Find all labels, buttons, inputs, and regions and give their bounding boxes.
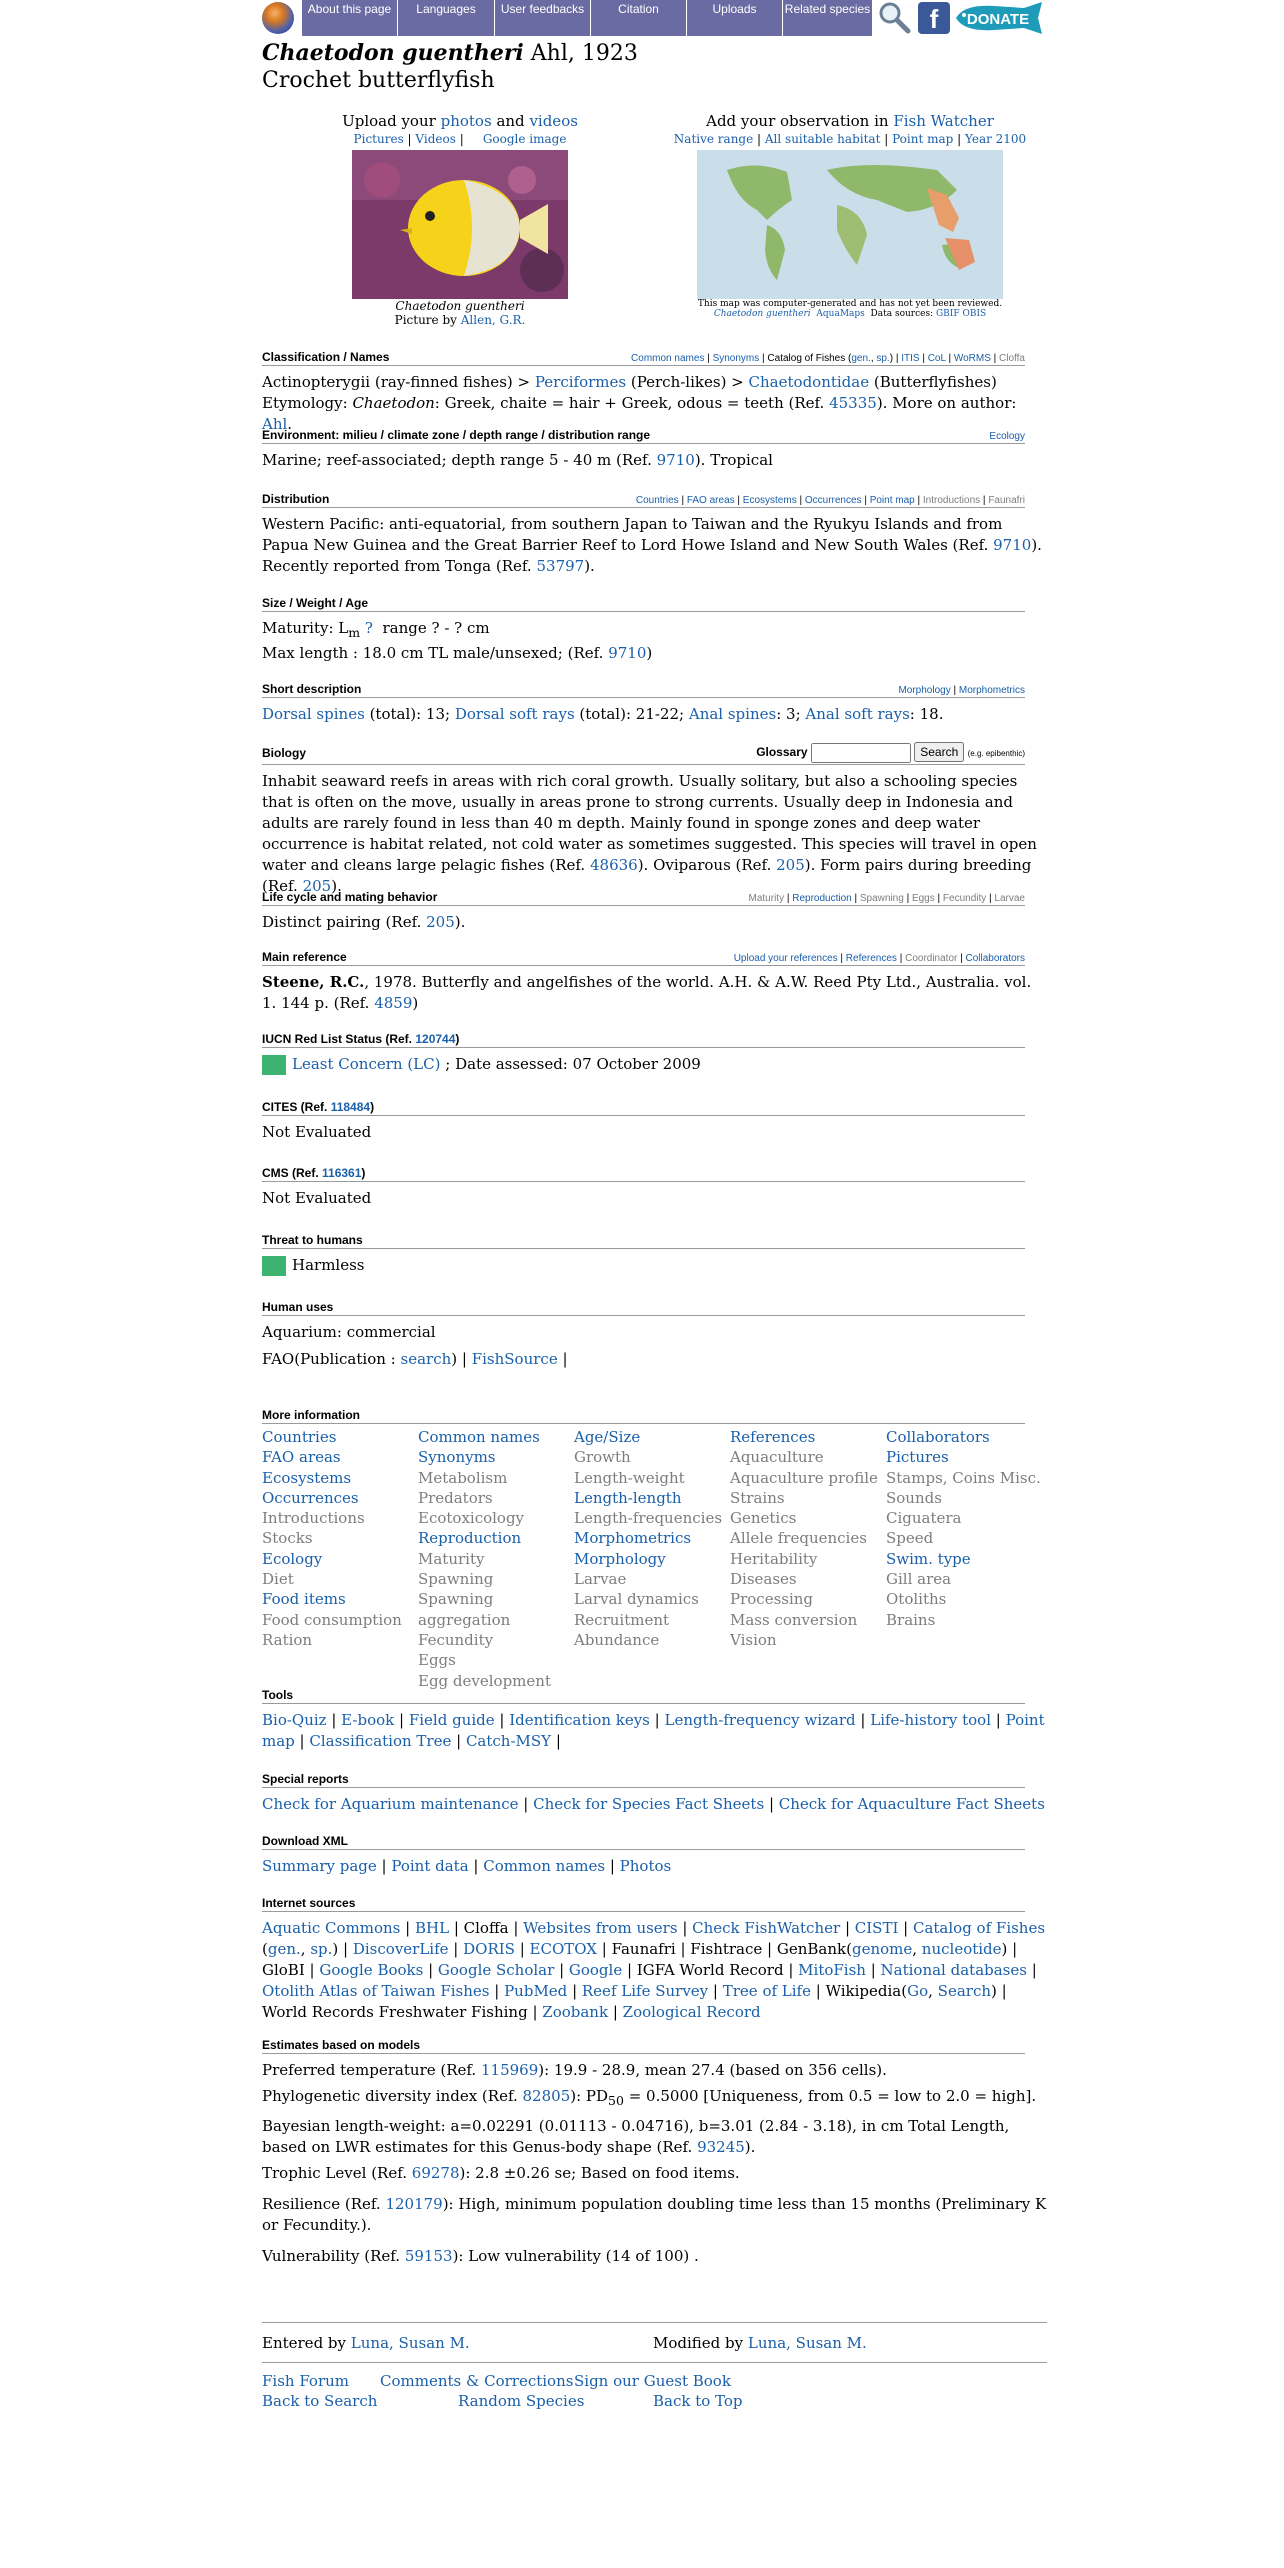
- more-info-references[interactable]: References: [730, 1428, 816, 1446]
- catch-msy-link[interactable]: Catch-MSY: [465, 1732, 552, 1750]
- comments-link[interactable]: Comments & Corrections: [380, 2372, 574, 2390]
- troph-ref-link[interactable]: 69278: [411, 2164, 460, 2182]
- identification-keys-link[interactable]: Identification keys: [509, 1711, 650, 1729]
- ecology-link[interactable]: Ecology: [989, 431, 1025, 442]
- author-link[interactable]: Ahl: [262, 415, 288, 433]
- more-info-column: [730, 1427, 886, 1691]
- special-reports-list: Check for Aquarium maintenance | Check for Species Fact Sheets | Check for Aquaculture Fact Sheets: [262, 1795, 1045, 1813]
- more-info-length-length[interactable]: Length-length: [574, 1488, 682, 1507]
- glossary-search-button[interactable]: Search: [914, 742, 964, 762]
- life-history-tool-link[interactable]: Life-history tool: [870, 1711, 992, 1729]
- more-info-occurrences[interactable]: Occurrences: [262, 1488, 359, 1507]
- more-info-ration: Ration: [262, 1630, 313, 1649]
- references-link[interactable]: References: [845, 953, 897, 964]
- check-for-aquaculture-fact-sheets-link[interactable]: Check for Aquaculture Fact Sheets: [778, 1795, 1045, 1813]
- go-link[interactable]: Go: [907, 1982, 929, 2000]
- internet-sources-title: Internet sources: [262, 1896, 356, 1910]
- ecotox-link[interactable]: ECOTOX: [529, 1940, 597, 1958]
- back-to-search-link[interactable]: Back to Search: [262, 2392, 378, 2410]
- distribution-title: Distribution: [262, 492, 330, 506]
- discoverlife-link[interactable]: DiscoverLife: [352, 1940, 449, 1958]
- check-for-species-fact-sheets-link[interactable]: Check for Species Fact Sheets: [533, 1795, 765, 1813]
- threat-text: Harmless: [292, 1256, 365, 1274]
- download-xml-section: [262, 1834, 1025, 1877]
- estimates-section: Estimates based on models Preferred temperature (Ref. 115969): 19.9 - 28.9, mean 27.4 (based on 356 cells). Phylogenetic diversity index (Ref. 82805): $PD_{50} = 0.5000$ [Uniqueness, from 0.5 = low to 2.0 = high]. Bayesian length-weight: a=0.02291 (0.01113 - 0.04716), b=3.01 (2.84 - 3.18), in cm Total Length, based on LWR estimates for this Genus-body shape (Ref. 93245). Trophic Level (Ref. 69278): 2.8 ±0.26 se; Based on food items. Resilience (Ref. 120179): High, minimum population doubling time less than 15 months (Preliminary K or Fecundity.). Vulnerability (Ref. 59153): Low vulnerability (14 of 100) .: [262, 2038, 1047, 2265]
- res-ref-link[interactable]: 120179: [385, 2195, 443, 2213]
- zoobank-link[interactable]: Zoobank: [542, 2003, 609, 2021]
- nucleotide-link[interactable]: nucleotide: [921, 1940, 1002, 1958]
- more-info-fecundity: Fecundity: [418, 1630, 494, 1649]
- check-fishwatcher-link[interactable]: Check FishWatcher: [692, 1919, 841, 1937]
- more-info-processing: Processing: [730, 1590, 814, 1609]
- internet-source-text: ,: [912, 1940, 922, 1958]
- facebook-icon[interactable]: f: [918, 2, 950, 34]
- fishbase-logo-icon[interactable]: [262, 2, 294, 34]
- more-info-reproduction[interactable]: Reproduction: [418, 1529, 522, 1548]
- classification-title: Classification / Names: [262, 350, 390, 364]
- more-info-egg-development: Egg development: [418, 1671, 551, 1690]
- more-info-column: [574, 1427, 730, 1691]
- bio-quiz-link[interactable]: Bio-Quiz: [262, 1711, 327, 1729]
- synonyms-link[interactable]: Synonyms: [712, 353, 760, 364]
- tools-title: Tools: [262, 1688, 294, 1702]
- main-ref-link[interactable]: 4859: [374, 994, 413, 1012]
- nav-languages[interactable]: Languages: [398, 0, 495, 36]
- google-scholar-link[interactable]: Google Scholar: [437, 1961, 555, 1979]
- internet-source-text: |: [677, 1919, 693, 1937]
- google-books-link[interactable]: Google Books: [319, 1961, 424, 1979]
- morphometrics-link[interactable]: Morphometrics: [958, 685, 1025, 696]
- google-image-link[interactable]: Google image: [482, 132, 567, 146]
- websites-from-users-link[interactable]: Websites from users: [523, 1919, 678, 1937]
- environment-title: Environment: milieu / climate zone / depth range / distribution range: [262, 428, 651, 442]
- internet-source-text: | Faunafri | Fishtrace | GenBank(: [597, 1940, 852, 1958]
- more-info-maturity: Maturity: [418, 1549, 485, 1568]
- field-guide-link[interactable]: Field guide: [408, 1711, 495, 1729]
- photos-link[interactable]: Photos: [619, 1857, 672, 1875]
- more-info-column: [262, 1427, 418, 1691]
- entered-by: Entered by Luna, Susan M.: [262, 2334, 470, 2352]
- threat-section: [262, 1233, 1025, 1276]
- internet-source-text: |: [400, 1919, 415, 1937]
- fish-photo[interactable]: [352, 150, 568, 299]
- anal-soft-link[interactable]: Anal soft rays: [805, 705, 910, 723]
- vul-ref-link[interactable]: 59153: [404, 2247, 453, 2265]
- cisti-link[interactable]: CISTI: [854, 1919, 899, 1937]
- cites-section: CITES (Ref. 118484) Not Evaluated: [262, 1100, 1025, 1143]
- more-info-heritability: Heritability: [730, 1549, 818, 1568]
- more-info-morphometrics[interactable]: Morphometrics: [574, 1529, 692, 1548]
- internet-source-text: ,: [928, 1982, 938, 2000]
- more-info-metabolism: Metabolism: [418, 1468, 508, 1487]
- itis-link[interactable]: ITIS: [901, 353, 920, 364]
- more-info-abundance: Abundance: [574, 1630, 660, 1649]
- estimates-title: Estimates based on models: [262, 2038, 421, 2052]
- search-icon[interactable]: [877, 0, 911, 34]
- more-info-allele-frequencies: Allele frequencies: [730, 1529, 867, 1548]
- more-info-food-items[interactable]: Food items: [262, 1590, 346, 1609]
- sp-link[interactable]: sp.: [310, 1940, 333, 1958]
- internet-source-text: |: [567, 1982, 582, 2000]
- more-info-countries[interactable]: Countries: [262, 1428, 337, 1446]
- pictures-link[interactable]: Pictures: [353, 132, 404, 146]
- env-ref-link[interactable]: 9710: [656, 451, 695, 469]
- catalog-of-fishes-link[interactable]: Catalog of Fishes: [912, 1919, 1046, 1937]
- fao-search-link[interactable]: search: [400, 1350, 452, 1368]
- biology-section: Biology Glossary Search (e.g. epibenthic) Inhabit seaward reefs in areas with rich coral growth. Usually solitary, but also a schooling species that is often on the move, usually in areas prone to strong currents. Usually deep in Indonesia and adults are rarely found in less than 40 m depth. Mainly found in sponge zones and deep water occurrence is habitat related, not cold water as sometimes suggested. This species will travel in open water and cleans large pelagic fishes (Ref. 48636). Oviparous (Ref. 205). Form pairs during breeding (Ref. 205).: [262, 742, 1025, 897]
- bhl-link[interactable]: BHL: [414, 1919, 450, 1937]
- more-info-pictures[interactable]: Pictures: [886, 1448, 949, 1467]
- national-databases-link[interactable]: National databases: [880, 1961, 1027, 1979]
- gen-link[interactable]: gen.: [267, 1940, 301, 1958]
- human-uses-section: Human uses Aquarium: commercial FAO(Publication : search) | FishSource |: [262, 1300, 1025, 1370]
- maxlen-ref-link[interactable]: 9710: [608, 644, 647, 662]
- aquamaps-link[interactable]: AquaMaps: [816, 309, 865, 319]
- family-link[interactable]: Chaetodontidae: [748, 373, 870, 391]
- special-reports-section: [262, 1772, 1045, 1815]
- genome-link[interactable]: genome: [851, 1940, 913, 1958]
- collaborators-link[interactable]: Collaborators: [965, 953, 1025, 964]
- more-info-column: [418, 1427, 574, 1691]
- bayes-ref-link[interactable]: 93245: [697, 2138, 745, 2156]
- nav-related-species[interactable]: Related species: [783, 0, 873, 36]
- more-info-spawning-aggregation: Spawning aggregation: [418, 1590, 511, 1629]
- reef-life-survey-link[interactable]: Reef Life Survey: [581, 1982, 709, 2000]
- ecosystems-link[interactable]: Ecosystems: [742, 495, 797, 506]
- more-info-stocks: Stocks: [262, 1529, 313, 1548]
- bio-ref3-link[interactable]: 205: [302, 877, 332, 895]
- more-info-ecotoxicology: Ecotoxicology: [418, 1509, 525, 1528]
- classification-section: Classification / Names Common names | Synonyms | Catalog of Fishes (gen., sp.) | ITIS | CoL | WoRMS | Cloffa Actinopterygii (ray-finned fishes) > Perciformes (Perch-likes) > Chaetodontidae (Butterflyfishes) Etymology: Chaetodon: Greek, chaite = hair + Greek, odous = teeth (Ref. 45335). More on author: Ahl.: [262, 350, 1025, 433]
- common-name: Crochet butterflyfish: [262, 68, 495, 93]
- main-reference-section: Main reference Upload your references | References | Coordinator | Collaborators Steene, R.C., 1978. Butterfly and angelfishes of the world. A.H. & A.W. Reed Pty Ltd., Australia. vol. 1. 144 p. (Ref. 4859): [262, 950, 1032, 1012]
- more-info-genetics: Genetics: [730, 1509, 797, 1528]
- more-information-section: [262, 1408, 1041, 1691]
- back-to-top-link[interactable]: Back to Top: [653, 2392, 743, 2410]
- map-species-link[interactable]: Chaetodon guentheri: [713, 309, 811, 319]
- distribution-section: Distribution Countries | FAO areas | Ecosystems | Occurrences | Point map | Introductions | Faunafri Western Pacific: anti-equatorial, from southern Japan to Taiwan and the Ryukyu Islands and from Papua New Guinea and the Great Barrier Reef to Lord Howe Island and New South Wales (Ref. 9710). Recently reported from Tonga (Ref. 53797).: [262, 492, 1042, 575]
- order-link[interactable]: Perciformes: [534, 373, 627, 391]
- point-map-link[interactable]: Point map: [262, 1711, 1045, 1750]
- picture-author-link[interactable]: Allen, G.R.: [460, 313, 526, 327]
- nav-about[interactable]: About this page: [302, 0, 398, 36]
- cof-gen-link[interactable]: gen.: [851, 353, 871, 364]
- more-info-otoliths: Otoliths: [886, 1590, 947, 1609]
- svg-text:DONATE: DONATE: [966, 11, 1030, 28]
- more-info-ecology[interactable]: Ecology: [262, 1549, 323, 1568]
- biology-title: Biology: [262, 745, 306, 760]
- more-info-stamps-coins-misc: Stamps, Coins Misc.: [886, 1468, 1041, 1487]
- bio-ref1-link[interactable]: 48636: [589, 856, 638, 874]
- iucn-status-link[interactable]: Least Concern (LC): [292, 1055, 441, 1073]
- more-info-length-frequencies: Length-frequencies: [574, 1509, 723, 1528]
- more-info-strains: Strains: [730, 1488, 785, 1507]
- more-info-vision: Vision: [730, 1630, 777, 1649]
- cms-status: Not Evaluated: [262, 1189, 372, 1207]
- worms-link[interactable]: WoRMS: [953, 353, 991, 364]
- fao-areas-link[interactable]: FAO areas: [686, 495, 735, 506]
- bio-ref2-link[interactable]: 205: [776, 856, 805, 874]
- random-species-link[interactable]: Random Species: [458, 2392, 585, 2410]
- species-title: [262, 40, 638, 66]
- more-info-ecosystems[interactable]: Ecosystems: [262, 1468, 352, 1487]
- size-section: Size / Weight / Age Maturity: $L_m$ ? range ? - ? cm Max length : 18.0 cm TL male/unsexed; (Ref. 9710): [262, 596, 1025, 664]
- lifecycle-title: Life cycle and mating behavior: [262, 890, 438, 904]
- zoological-record-link[interactable]: Zoological Record: [622, 2003, 761, 2021]
- photo-panel: Upload your photos and videos Pictures | Videos | Google image Chaetodon guentheri Picture by Allen, G.R.: [342, 112, 578, 327]
- internet-source-text: ) | GloBI |: [262, 1940, 1022, 1979]
- internet-source-text: (: [262, 1919, 1050, 1958]
- videos-link[interactable]: videos: [529, 112, 578, 130]
- download-xml-title: Download XML: [262, 1834, 348, 1848]
- cites-status: Not Evaluated: [262, 1123, 372, 1141]
- photos-link[interactable]: photos: [440, 112, 492, 130]
- internet-source-text: ) | World Records Freshwater Fishing |: [262, 1982, 1012, 2021]
- videos-small-link[interactable]: Videos: [415, 132, 456, 146]
- internet-source-text: |: [840, 1919, 855, 1937]
- iucn-section: IUCN Red List Status (Ref. 120744) Least Concern (LC) ; Date assessed: 07 October 2009: [262, 1032, 1025, 1075]
- internet-source-text: | Cloffa |: [449, 1919, 524, 1937]
- e-book-link[interactable]: E-book: [341, 1711, 395, 1729]
- tree-of-life-link[interactable]: Tree of Life: [722, 1982, 811, 2000]
- google-link[interactable]: Google: [568, 1961, 623, 1979]
- modified-by: Modified by Luna, Susan M.: [653, 2334, 867, 2352]
- more-info-synonyms[interactable]: Synonyms: [418, 1448, 496, 1467]
- top-nav: [262, 0, 1047, 36]
- more-info-speed: Speed: [886, 1529, 934, 1548]
- countries-link[interactable]: Countries: [635, 495, 679, 506]
- glossary-input[interactable]: [811, 743, 911, 763]
- col-link[interactable]: CoL: [927, 353, 946, 364]
- environment-section: Environment: milieu / climate zone / depth range / distribution range Ecology Marine; reef-associated; depth range 5 - 40 m (Ref. 9710). Tropical: [262, 428, 1025, 469]
- fishsource-link[interactable]: FishSource: [471, 1350, 558, 1368]
- more-info-predators: Predators: [418, 1488, 493, 1507]
- internet-source-text: |: [865, 1961, 881, 1979]
- more-info-diet: Diet: [262, 1570, 294, 1589]
- more-info-common-names[interactable]: Common names: [418, 1428, 540, 1446]
- point-map-link[interactable]: Point map: [892, 132, 954, 146]
- more-info-larvae: Larvae: [574, 1570, 627, 1589]
- check-for-aquarium-maintenance-link[interactable]: Check for Aquarium maintenance: [262, 1795, 519, 1813]
- main-reference-title: Main reference: [262, 950, 347, 964]
- short-description-section: Short description Morphology | Morphometrics Dorsal spines (total): 13; Dorsal soft rays (total): 21-22; Anal spines: 3; Anal soft rays: 18.: [262, 682, 1025, 723]
- more-info-larval-dynamics: Larval dynamics: [574, 1590, 699, 1609]
- internet-source-text: | Wikipedia(: [811, 1982, 908, 2000]
- internet-sources-section: [262, 1896, 1050, 2023]
- all-suitable-link[interactable]: All suitable habitat: [764, 132, 881, 146]
- dist-ref2-link[interactable]: 53797: [536, 557, 585, 575]
- otolith-atlas-of-taiwan-fishes-link[interactable]: Otolith Atlas of Taiwan Fishes: [262, 1982, 490, 2000]
- fish-watcher-link[interactable]: Fish Watcher: [893, 112, 994, 130]
- etym-ref-link[interactable]: 45335: [829, 394, 877, 412]
- internet-source-text: |: [708, 1982, 723, 2000]
- common-names-link[interactable]: Common names: [483, 1857, 606, 1875]
- more-info-gill-area: Gill area: [886, 1570, 952, 1589]
- iucn-status-swatch: [262, 1055, 286, 1075]
- download-xml-list: Summary page | Point data | Common names | Photos: [262, 1857, 672, 1875]
- more-information-grid: [262, 1427, 1041, 1691]
- more-info-food-consumption: Food consumption: [262, 1610, 402, 1629]
- internet-source-text: |: [489, 1982, 505, 2000]
- internet-source-text: |: [608, 2003, 623, 2021]
- more-info-brains: Brains: [886, 1610, 936, 1629]
- anal-spines-link[interactable]: Anal spines: [688, 705, 777, 723]
- internet-source-text: |: [448, 1940, 464, 1958]
- more-info-eggs: Eggs: [418, 1651, 456, 1670]
- more-info-swim-type[interactable]: Swim. type: [886, 1549, 971, 1568]
- human-uses-title: Human uses: [262, 1300, 334, 1314]
- internet-sources-list: [262, 1918, 1050, 2023]
- phylo-ref-link[interactable]: 82805: [522, 2087, 571, 2105]
- footer-divider-bottom: [262, 2362, 1047, 2363]
- internet-source-text: ) |: [332, 1940, 353, 1958]
- point-data-link[interactable]: Point data: [391, 1857, 469, 1875]
- morphology-link[interactable]: Morphology: [898, 685, 951, 696]
- upload-references-link[interactable]: Upload your references: [733, 953, 838, 964]
- temp-ref-link[interactable]: 115969: [480, 2061, 539, 2079]
- pubmed-link[interactable]: PubMed: [504, 1982, 568, 2000]
- more-info-fao-areas[interactable]: FAO areas: [262, 1448, 341, 1467]
- more-info-morphology[interactable]: Morphology: [574, 1549, 666, 1568]
- mitofish-link[interactable]: MitoFish: [798, 1961, 866, 1979]
- special-reports-title: Special reports: [262, 1772, 349, 1786]
- more-info-growth: Growth: [574, 1448, 631, 1467]
- donate-button[interactable]: [954, 2, 1047, 34]
- length-frequency-wizard-link[interactable]: Length-frequency wizard: [664, 1711, 856, 1729]
- common-names-link[interactable]: Common names: [631, 353, 705, 364]
- iucn-ref-link[interactable]: 120744: [415, 1032, 456, 1046]
- species-name: Chaetodon guentheri: [262, 40, 524, 66]
- more-info-column: [886, 1427, 1047, 1691]
- size-title: Size / Weight / Age: [262, 596, 369, 610]
- footer-divider-top: [262, 2322, 1047, 2323]
- more-info-introductions: Introductions: [262, 1509, 365, 1528]
- threat-swatch: [262, 1256, 286, 1276]
- short-description-title: Short description: [262, 682, 362, 696]
- reproduction-link[interactable]: Reproduction: [792, 893, 852, 904]
- more-info-aquaculture-profile: Aquaculture profile: [730, 1468, 878, 1487]
- summary-page-link[interactable]: Summary page: [262, 1857, 377, 1875]
- distribution-map[interactable]: [697, 150, 1003, 299]
- map-panel: Add your observation in Fish Watcher Native range | All suitable habitat | Point map | Year 2100 This map was computer-generated and has not yet been reviewed. Chaetodon guentheri AquaMaps Data sources: GBIF OBIS: [640, 112, 1060, 319]
- lifecycle-ref-link[interactable]: 205: [426, 913, 455, 931]
- occurrences-link[interactable]: Occurrences: [804, 495, 862, 506]
- glossary-label: Glossary: [756, 745, 808, 759]
- cms-ref-link[interactable]: 116361: [322, 1166, 362, 1180]
- map-note: This map was computer-generated and has not yet been reviewed.: [697, 299, 1003, 309]
- doris-link[interactable]: DORIS: [463, 1940, 515, 1958]
- internet-source-text: |: [423, 1961, 438, 1979]
- species-author: Ahl, 1923: [530, 41, 638, 66]
- internet-source-text: |: [898, 1919, 913, 1937]
- more-info-aquaculture: Aquaculture: [730, 1448, 824, 1467]
- nav-uploads[interactable]: Uploads: [687, 0, 783, 36]
- more-info-diseases: Diseases: [730, 1570, 797, 1589]
- internet-source-text: | IGFA World Record |: [622, 1961, 799, 1979]
- modified-by-link[interactable]: Luna, Susan M.: [747, 2334, 867, 2352]
- more-info-collaborators[interactable]: Collaborators: [886, 1428, 990, 1446]
- threat-title: Threat to humans: [262, 1233, 363, 1247]
- internet-source-text: |: [554, 1961, 569, 1979]
- native-range-link[interactable]: Native range: [673, 132, 754, 146]
- nav-user-feedbacks[interactable]: User feedbacks: [495, 0, 591, 36]
- year-2100-link[interactable]: Year 2100: [964, 132, 1027, 146]
- more-info-age-size[interactable]: Age/Size: [574, 1428, 641, 1446]
- lifecycle-section: Life cycle and mating behavior Maturity | Reproduction | Spawning | Eggs | Fecundity | Larvae Distinct pairing (Ref. 205).: [262, 890, 1025, 931]
- fish-caption: Chaetodon guentheri: [395, 299, 525, 313]
- cites-ref-link[interactable]: 118484: [330, 1100, 371, 1114]
- classification-tree-link[interactable]: Classification Tree: [309, 1732, 452, 1750]
- more-info-recruitment: Recruitment: [574, 1610, 670, 1629]
- more-info-sounds: Sounds: [886, 1488, 942, 1507]
- more-info-mass-conversion: Mass conversion: [730, 1610, 858, 1629]
- maturity-link[interactable]: ?: [364, 619, 373, 637]
- internet-source-text: |: [514, 1940, 530, 1958]
- dorsal-spines-link[interactable]: Dorsal spines: [262, 705, 365, 723]
- internet-source-text: |: [1026, 1961, 1042, 1979]
- aquatic-commons-link[interactable]: Aquatic Commons: [262, 1919, 401, 1937]
- entered-by-link[interactable]: Luna, Susan M.: [350, 2334, 470, 2352]
- point-map-dist-link[interactable]: Point map: [869, 495, 915, 506]
- fish-forum-link[interactable]: Fish Forum: [262, 2372, 350, 2390]
- dist-ref1-link[interactable]: 9710: [993, 536, 1032, 554]
- tools-section: [262, 1688, 1045, 1752]
- more-info-spawning: Spawning: [418, 1570, 494, 1589]
- internet-source-text: ,: [300, 1940, 311, 1958]
- dorsal-soft-link[interactable]: Dorsal soft rays: [454, 705, 575, 723]
- search-link[interactable]: Search: [937, 1982, 991, 2000]
- tools-list: Bio-Quiz | E-book | Field guide | Identification keys | Length-frequency wizard | Life-history tool | Point map | Classification Tree | Catch-MSY |: [262, 1711, 1045, 1750]
- nav-citation[interactable]: Citation: [591, 0, 687, 36]
- more-information-title: More information: [262, 1408, 360, 1422]
- guest-book-link[interactable]: Sign our Guest Book: [574, 2372, 731, 2390]
- gbif-obis-link[interactable]: GBIF OBIS: [935, 309, 987, 319]
- more-info-length-weight: Length-weight: [574, 1468, 685, 1487]
- cof-sp-link[interactable]: sp.: [876, 353, 890, 364]
- more-info-ciguatera: Ciguatera: [886, 1509, 962, 1528]
- cms-section: CMS (Ref. 116361) Not Evaluated: [262, 1166, 1025, 1209]
